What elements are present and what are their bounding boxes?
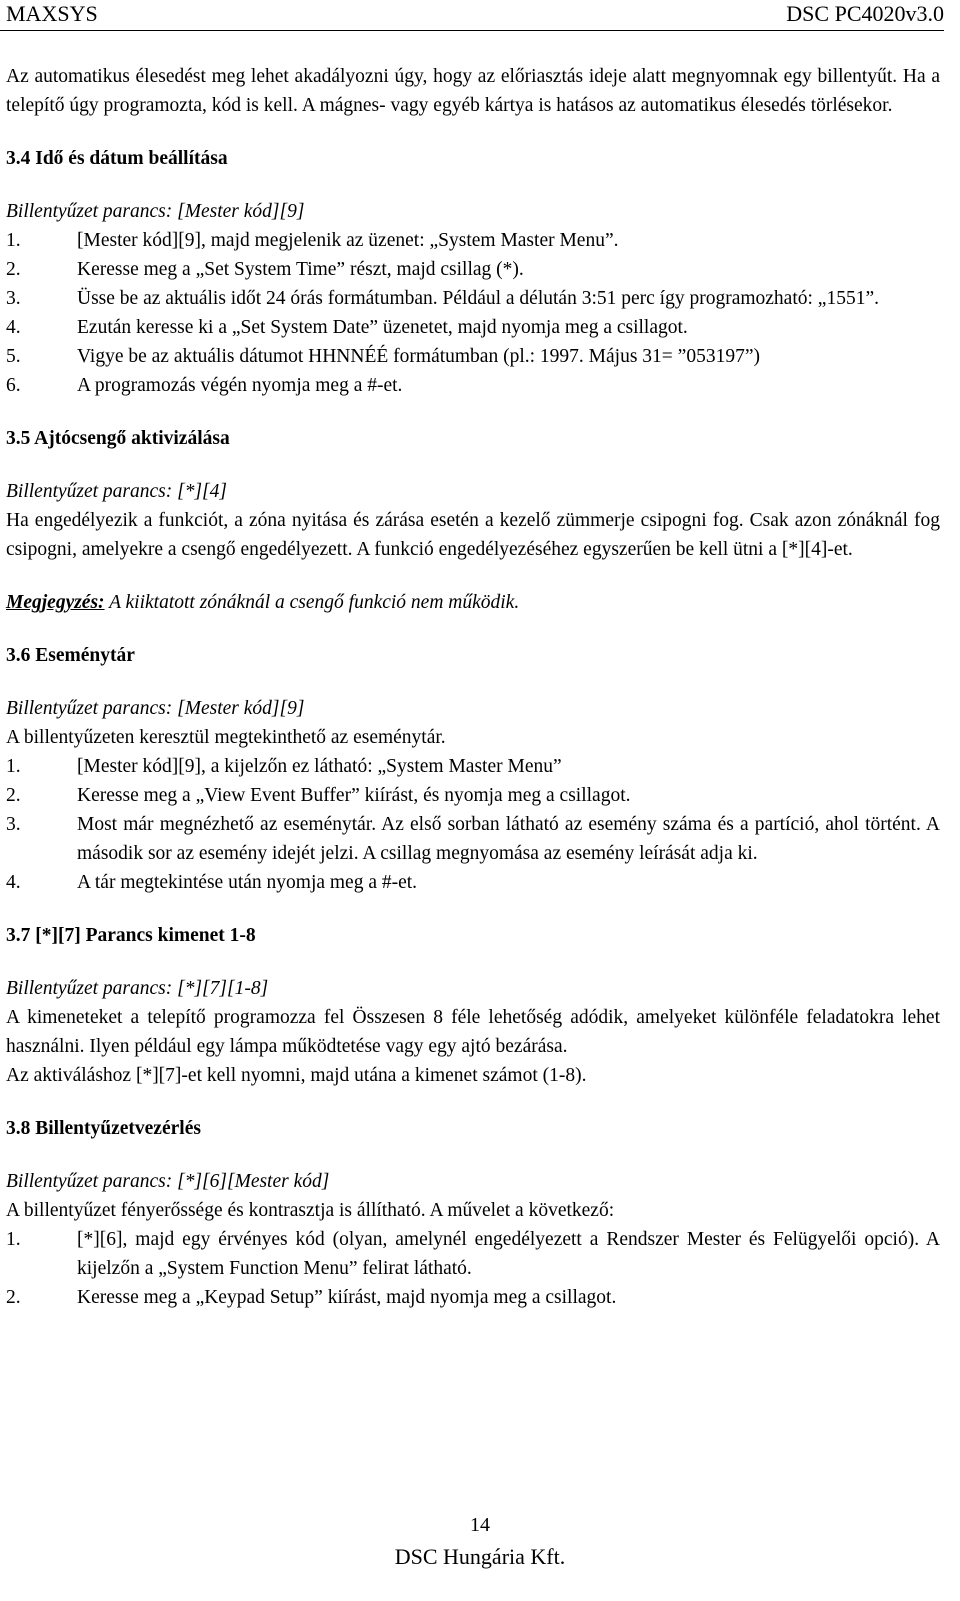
section-3-4-steps [6, 226, 940, 400]
list-item: 1. [Mester kód][9], majd megjelenik az üzenet: „System Master Menu”. [6, 230, 619, 251]
header-model: DSC PC4020v3.0 [786, 1, 944, 26]
section-3-6-command: Billentyűzet parancs: [Mester kód][9] [6, 698, 305, 719]
section-3-4-command: Billentyűzet parancs: [Mester kód][9] [6, 201, 305, 222]
section-3-8-command: Billentyűzet parancs: [*][6][Mester kód] [6, 1171, 330, 1192]
header-product: MAXSYS [6, 1, 98, 26]
section-3-5-command: Billentyűzet parancs: [*][4] [6, 481, 227, 502]
section-3-6-body: A billentyűzeten keresztül megtekinthető az eseménytár. [6, 727, 446, 748]
section-3-8-steps [6, 1225, 940, 1312]
note-text: A kiiktatott zónáknál a csengő funkció nem működik. [104, 592, 520, 613]
note-label: Megjegyzés: [6, 592, 105, 613]
page-header [0, 0, 944, 31]
intro-paragraph: Az automatikus élesedést meg lehet akadályozni úgy, hogy az előriasztás ideje alatt megnyomnak egy billentyűt. Ha a telepítő úgy programozta, kód is kell. A mágnes- vagy egyéb kártya is hatásos az automatikus élesedés törlésekor. [6, 66, 940, 116]
list-item: 3. Üsse be az aktuális időt 24 órás formátumban. Például a délután 3:51 perc így programozható: „1551”. [6, 288, 879, 309]
list-item: 1. [Mester kód][9], a kijelzőn ez látható: „System Master Menu” [6, 756, 562, 777]
list-item: 2. Keresse meg a „View Event Buffer” kiírást, és nyomja meg a csillagot. [6, 785, 631, 806]
section-3-6-steps [6, 752, 940, 897]
footer-company: DSC Hungária Kft. [394, 1544, 566, 1569]
section-3-7-activation: Az aktiváláshoz [*][7]-et kell nyomni, majd utána a kimenet számot (1-8). [6, 1065, 587, 1086]
page-number: 14 [470, 1514, 490, 1536]
section-3-7-command: Billentyűzet parancs: [*][7][1-8] [6, 978, 269, 999]
list-item: 4. Ezután keresse ki a „Set System Date” üzenetet, majd nyomja meg a csillagot. [6, 317, 688, 338]
list-item: 4. A tár megtekintése után nyomja meg a #-et. [6, 872, 418, 893]
list-item: 1. [*][6], majd egy érvényes kód (olyan, amelynél engedélyezett a Rendszer Mester és Felügyelői opció). A kijelzőn a „System Function Menu” felirat látható. [6, 1229, 940, 1279]
section-3-5-body: Ha engedélyezik a funkciót, a zóna nyitása és zárása esetén a kezelő zümmerje csipogni fog. Csak azon zónáknál fog csipogni, amelyekre a csengő engedélyezett. A funkció engedélyezéséhez egyszerűen be kell ütni a [*][4]-et. [6, 510, 940, 560]
section-3-8-body: A billentyűzet fényerőssége és kontrasztja is állítható. A művelet a következő: [6, 1200, 615, 1221]
list-item: 2. Keresse meg a „Keypad Setup” kiírást, majd nyomja meg a csillagot. [6, 1287, 617, 1308]
section-3-6-title: 3.6 Eseménytár [6, 645, 135, 666]
section-3-8-title: 3.8 Billentyűzetvezérlés [6, 1118, 201, 1139]
section-3-7-title: 3.7 [*][7] Parancs kimenet 1-8 [6, 925, 256, 946]
list-item: 5. Vigye be az aktuális dátumot HHNNÉÉ formátumban (pl.: 1997. Május 31= ”053197”) [6, 346, 760, 367]
section-3-7-body: A kimeneteket a telepítő programozza fel Összesen 8 féle lehetőség adódik, amelyeket különféle feladatokra lehet használni. Ilyen például egy lámpa működtetése vagy egy ajtó bezárása. [6, 1007, 940, 1057]
list-item: 3. Most már megnézhető az eseménytár. Az első sorban látható az esemény száma és a partíció, ahol történt. A második sor az esemény idejét jelzi. A csillag megnyomása az esemény leírását adja ki. [6, 814, 940, 864]
section-3-5-title: 3.5 Ajtócsengő aktivizálása [6, 428, 230, 449]
note [6, 588, 940, 617]
section-3-4-title: 3.4 Idő és dátum beállítása [6, 148, 228, 169]
list-item: 6. A programozás végén nyomja meg a #-et. [6, 375, 403, 396]
list-item: 2. Keresse meg a „Set System Time” részt, majd csillag (*). [6, 259, 524, 280]
page-content [6, 62, 940, 1312]
